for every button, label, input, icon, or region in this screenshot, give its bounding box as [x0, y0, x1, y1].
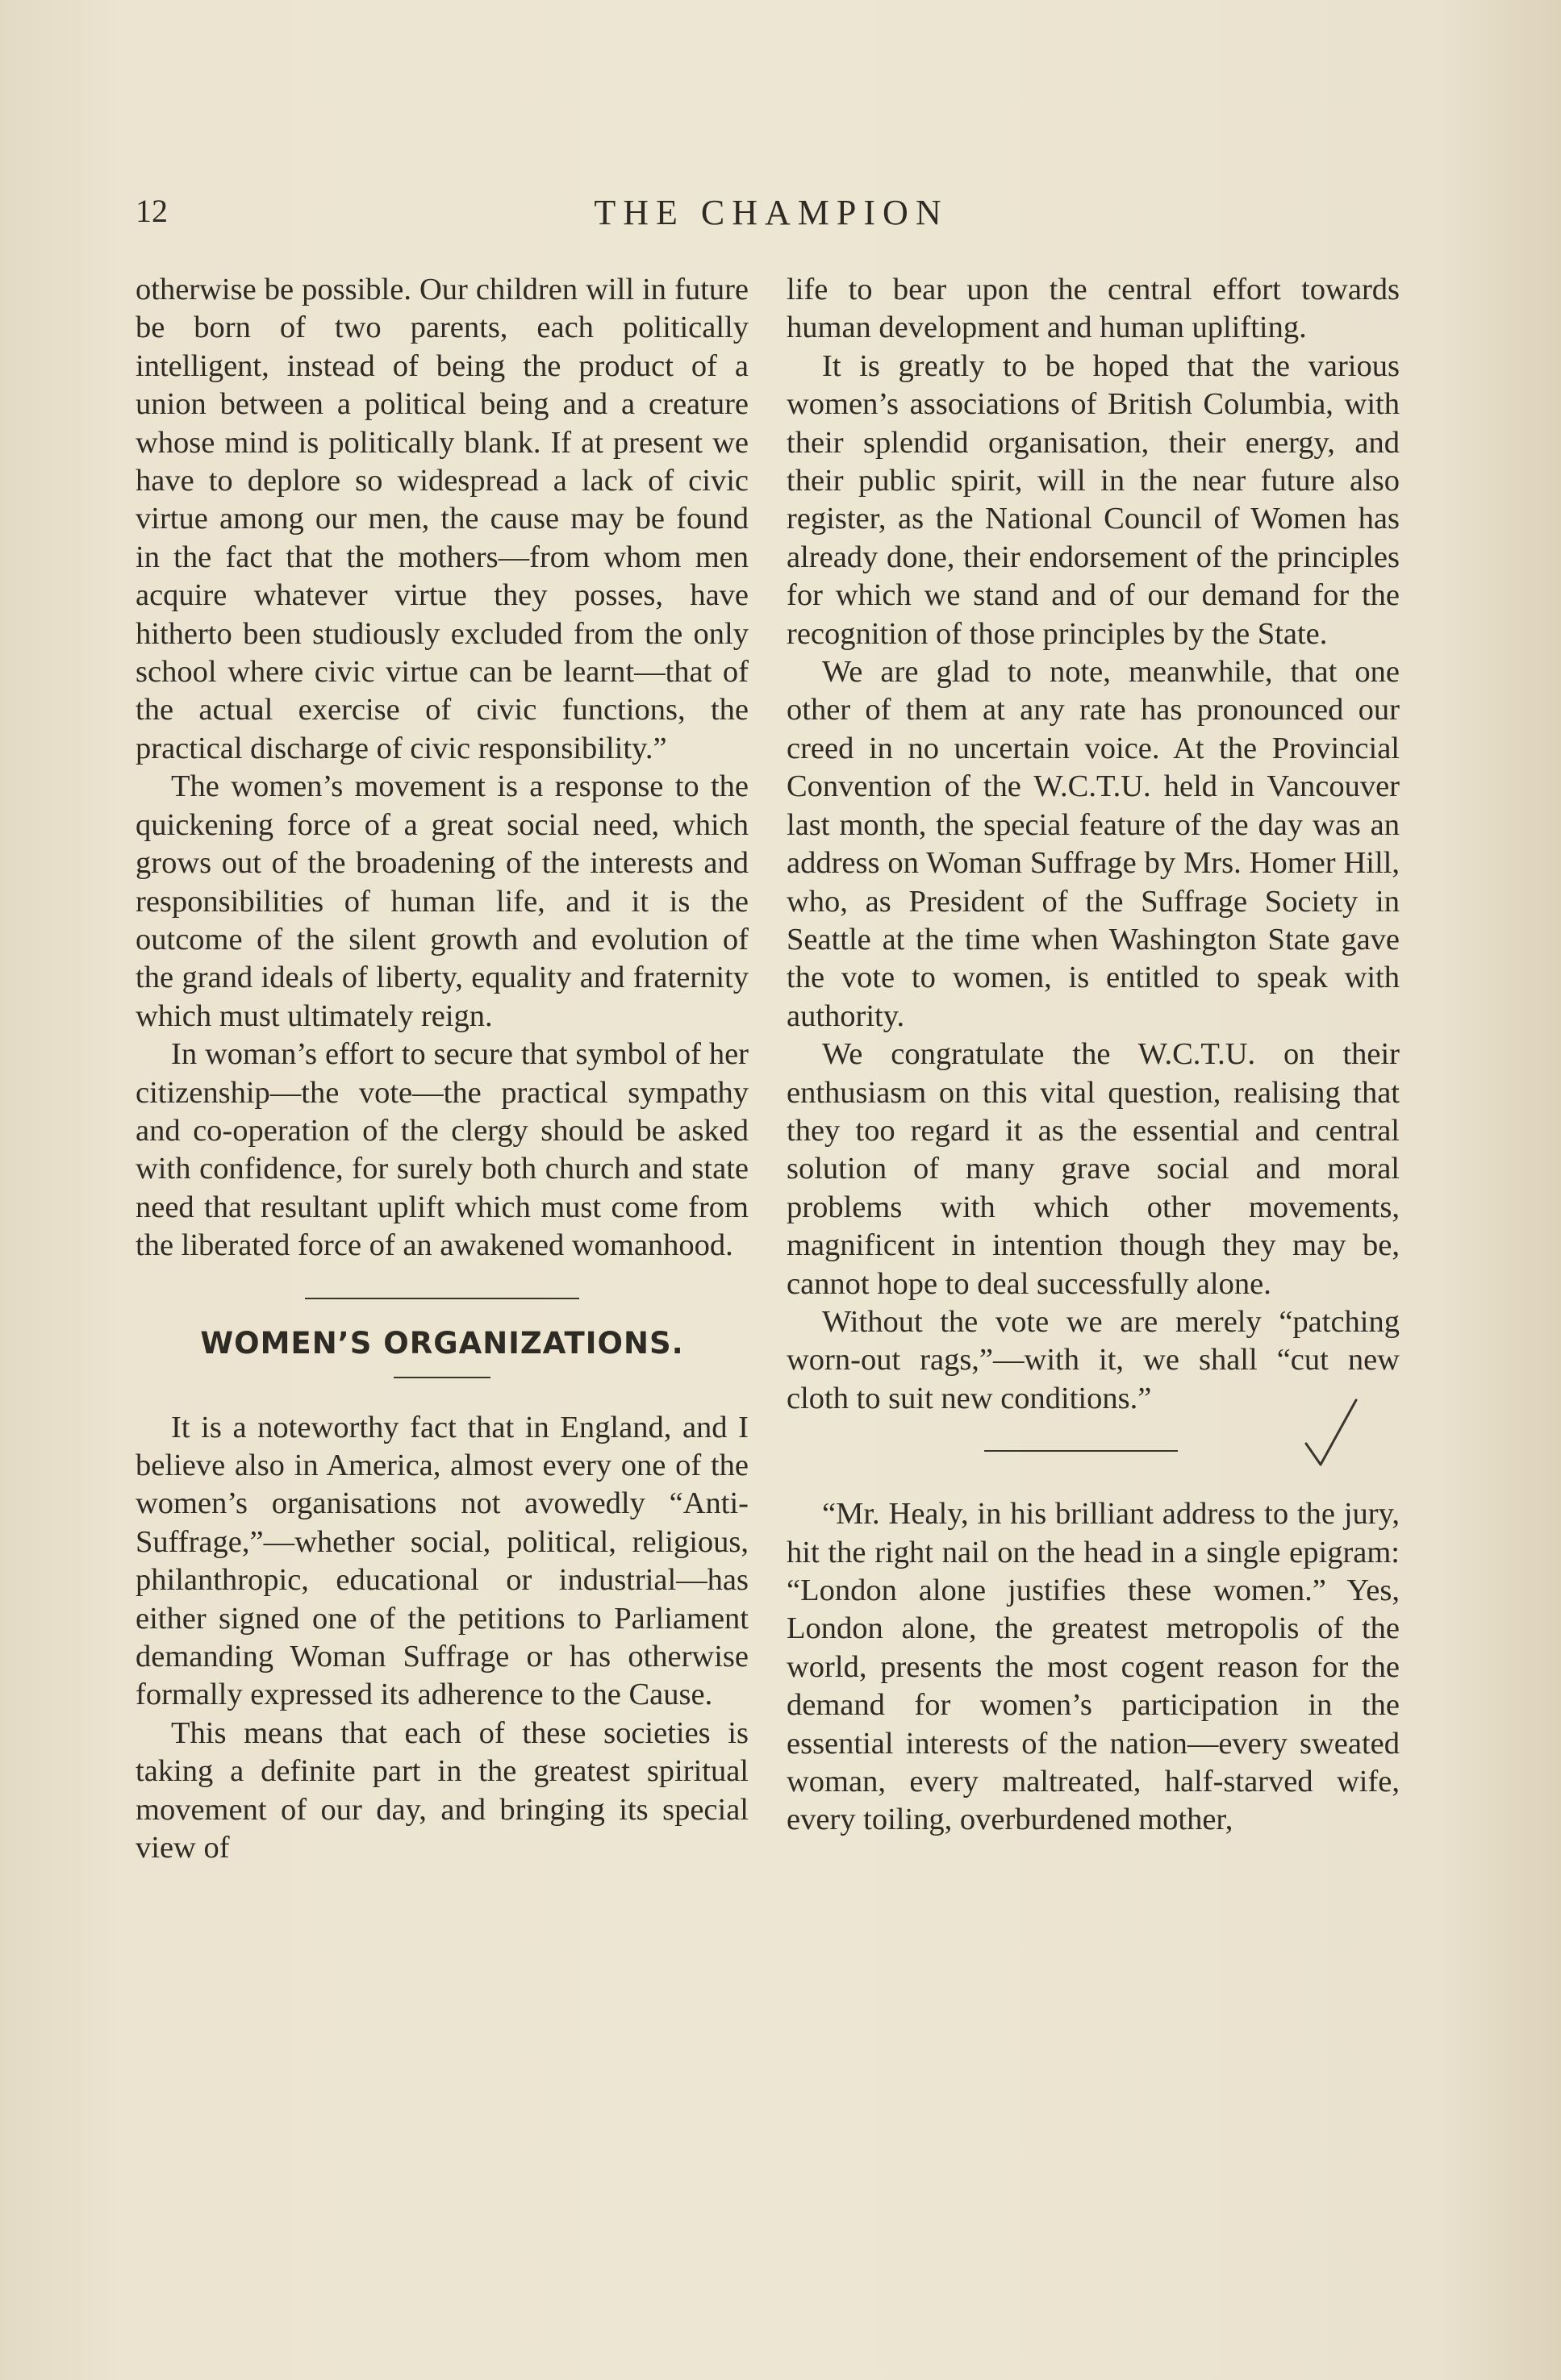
running-head	[136, 192, 1407, 240]
article-separator	[787, 1418, 1400, 1495]
paragraph: It is greatly to be hoped that the various women’s associations of British Columbia, with their splendid organisation, their energy, and their public spirit, will in the near future also register, as the National Council of Women has already done, their endorsement of the principles for which we stand and of our demand for the recognition of those principles by the State.	[787, 348, 1400, 651]
paragraph: It is a noteworthy fact that in England, and I believe also in America, almost every one of the women’s organisations not avowedly “Anti-Suffrage,”—whether social, political, religious, philanthropic, educational or industrial—has either signed one of the petitions to Parliament demanding Woman Suffrage or has otherwise formally expressed its adherence to the Cause.	[136, 1410, 749, 1712]
paragraph: life to bear upon the central effort towards human development and human uplifting.	[787, 273, 1400, 345]
paragraph: We are glad to note, meanwhile, that one other of them at any rate has pronounced our creed in no uncertain voice. At the Provincial Convention of the W.C.T.U. held in Vancouver last month, the special feature of the day was an address on Woman Suffrage by Mrs. Homer Hill, who, as President of the Suffrage Society in Seattle at the time when Washington State gave the vote to women, is entitled to speak with authority.	[787, 655, 1400, 1033]
handwritten-check-icon	[1303, 1397, 1359, 1469]
paragraph: This means that each of these societies is taking a definite part in the greatest spiritual movement of our day, and bringing its special view of	[136, 1715, 749, 1865]
heading-underline	[394, 1377, 490, 1378]
paragraph: The women’s movement is a response to the quickening force of a great social need, which grows out of the broadening of the interests and responsibilities of human life, and it is the outcome of the silent growth and evolution of the grand ideals of liberty, equality and fraternity which must ultimately reign.	[136, 769, 749, 1033]
paragraph: We congratulate the W.C.T.U. on their enthusiasm on this vital question, realising that they too regard it as the essential and central solution of many grave social and moral problems with which other movements, magnificent in intention though they may be, cannot hope to deal successfully alone.	[787, 1037, 1400, 1301]
paragraph: In woman’s effort to secure that symbol of her citizenship—the vote—the practical sympathy and co-operation of the clergy should be asked with confidence, for surely both church and state need that resultant uplift which must come from the liberated force of an awakened womanhood.	[136, 1037, 749, 1263]
page-number: 12	[136, 193, 168, 229]
paragraph: Without the vote we are merely “patching worn-out rags,”—with it, we shall “cut new cloth to suit new conditions.”	[787, 1304, 1400, 1415]
paragraph: “Mr. Healy, in his brilliant address to the jury, hit the right nail on the head in a single epigram: “London alone justifies these women.” Yes, London alone, the greatest metropolis of the world, presents the most cogent reason for the demand for women’s participation in the essential interests of the nation—every sweated woman, every maltreated, half-starved wife, every toiling, overburdened mother,	[787, 1497, 1400, 1837]
section-heading: WOMEN’S ORGANIZATIONS.	[200, 1325, 684, 1361]
right-column	[787, 271, 1400, 1840]
section-divider	[305, 1298, 579, 1299]
section-divider	[984, 1450, 1178, 1452]
paragraph: otherwise be possible. Our children will in future be born of two parents, each politically intelligent, instead of being the product of a union between a political being and a creature whose mind is politically blank. If at present we have to deplore so widespread a lack of civic virtue among our men, the cause may be found in the fact that the mothers—from whom men acquire whatever virtue they posses, have hitherto been studiously excluded from the only school where civic virtue can be learnt—that of the actual exercise of civic functions, the practical discharge of civic responsibility.”	[136, 273, 749, 765]
journal-title: THE CHAMPION	[594, 193, 949, 232]
left-column	[136, 271, 749, 1867]
